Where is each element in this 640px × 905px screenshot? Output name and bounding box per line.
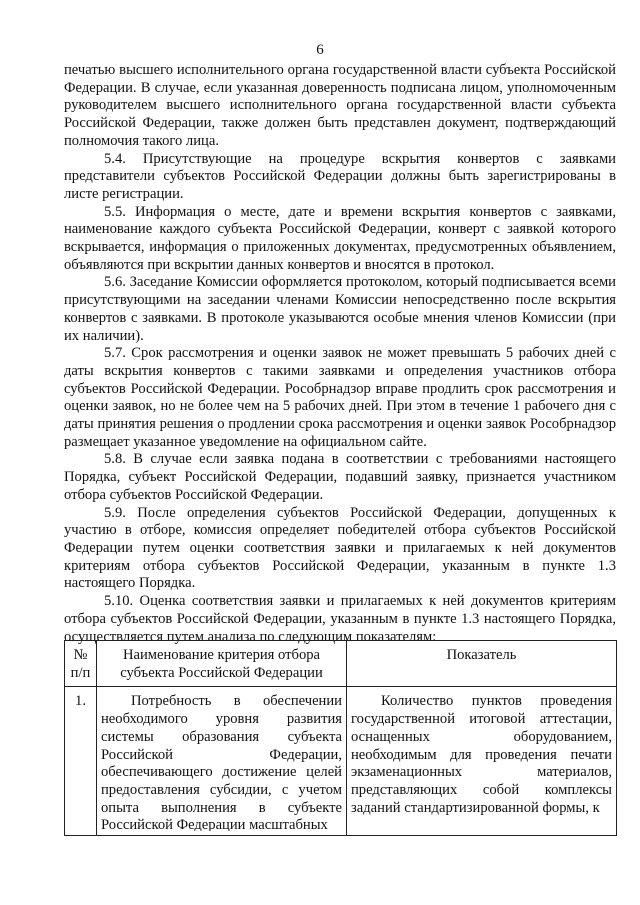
table-header-row — [65, 641, 617, 687]
criteria-table — [64, 640, 617, 836]
paragraph-5-7: 5.7. Срок рассмотрения и оценки заявок не может превышать 5 рабочих дней с даты вскрытия конвертов с такими заявками и определения участников отбора субъектов Российской Федерации. Рособрнадзор вправе продлить срок рассмотрения и оценки заявок, но не более чем на 5 рабочих дней. При этом в течение 1 рабочего дня с даты принятия решения о продлении срока рассмотрения и оценки заявок Рособрнадзор размещает указанное уведомление на официальном сайте. — [64, 345, 616, 450]
body-text — [64, 62, 616, 646]
header-num: № п/п — [65, 641, 97, 687]
row-num: 1. — [65, 687, 97, 836]
paragraph-5-6: 5.6. Заседание Комиссии оформляется протоколом, который подписывается всеми присутствующими на заседании членами Комиссии непосредственно после вскрытия конвертов с заявками. В протоколе указываются особые мнения членов Комиссии (при их наличии). — [64, 274, 616, 344]
row-indicator: Количество пунктов проведения государственной итоговой аттестации, оснащенных оборудованием, необходимым для проведения печати экзаменационных материалов, представляющих собой комплексы заданий стандартизированной формы, к — [351, 693, 612, 816]
row-criterion-cell — [97, 687, 347, 836]
row-indicator-cell — [347, 687, 617, 836]
header-criterion: Наименование критерия отбора субъекта Российской Федерации — [97, 641, 347, 687]
paragraph-intro: печатью высшего исполнительного органа государственной власти субъекта Российской Федерации. В случае, если указанная доверенность подписана лицом, уполномоченным руководителем высшего исполнительного органа государственной власти субъекта Российской Федерации, также должен быть представлен документ, подтверждающий полномочия такого лица. — [64, 62, 616, 149]
paragraph-5-5: 5.5. Информация о месте, дате и времени вскрытия конвертов с заявками, наименование каждого субъекта Российской Федерации, конверт с заявкой которого вскрывается, информация о приложенных документах, предусмотренных объявлением, объявляются при вскрытии данных конвертов и вносятся в протокол. — [64, 203, 616, 273]
paragraph-5-10: 5.10. Оценка соответствия заявки и прилагаемых к ней документов критериям отбора субъектов Российской Федерации, указанным в пункте 1.3 настоящего Порядка, осуществляется путем анализа по следующим показателям: — [64, 593, 616, 645]
row-criterion: Потребность в обеспечении необходимого уровня развития системы образования субъекта Российской Федерации, обеспечивающего достижение целей предоставления субсидии, с учетом опыта выполнения в субъекте Российской Федерации масштабных — [101, 693, 342, 832]
page-number: 6 — [316, 42, 324, 58]
header-indicator: Показатель — [347, 641, 617, 687]
paragraph-5-4: 5.4. Присутствующие на процедуре вскрытия конвертов с заявками представители субъектов Российской Федерации должны быть зарегистрированы в листе регистрации. — [64, 150, 616, 202]
table-row — [65, 687, 617, 836]
paragraph-5-9: 5.9. После определения субъектов Российской Федерации, допущенных к участию в отборе, комиссия определяет победителей отбора субъектов Российской Федерации путем оценки соответствия заявки и прилагаемых к ней документов критериям отбора субъектов Российской Федерации, указанным в пункте 1.3 настоящего Порядка. — [64, 504, 616, 592]
paragraph-5-8: 5.8. В случае если заявка подана в соответствии с требованиями настоящего Порядка, субъект Российской Федерации, подавший заявку, признается участником отбора субъектов Российской Федерации. — [64, 451, 616, 503]
